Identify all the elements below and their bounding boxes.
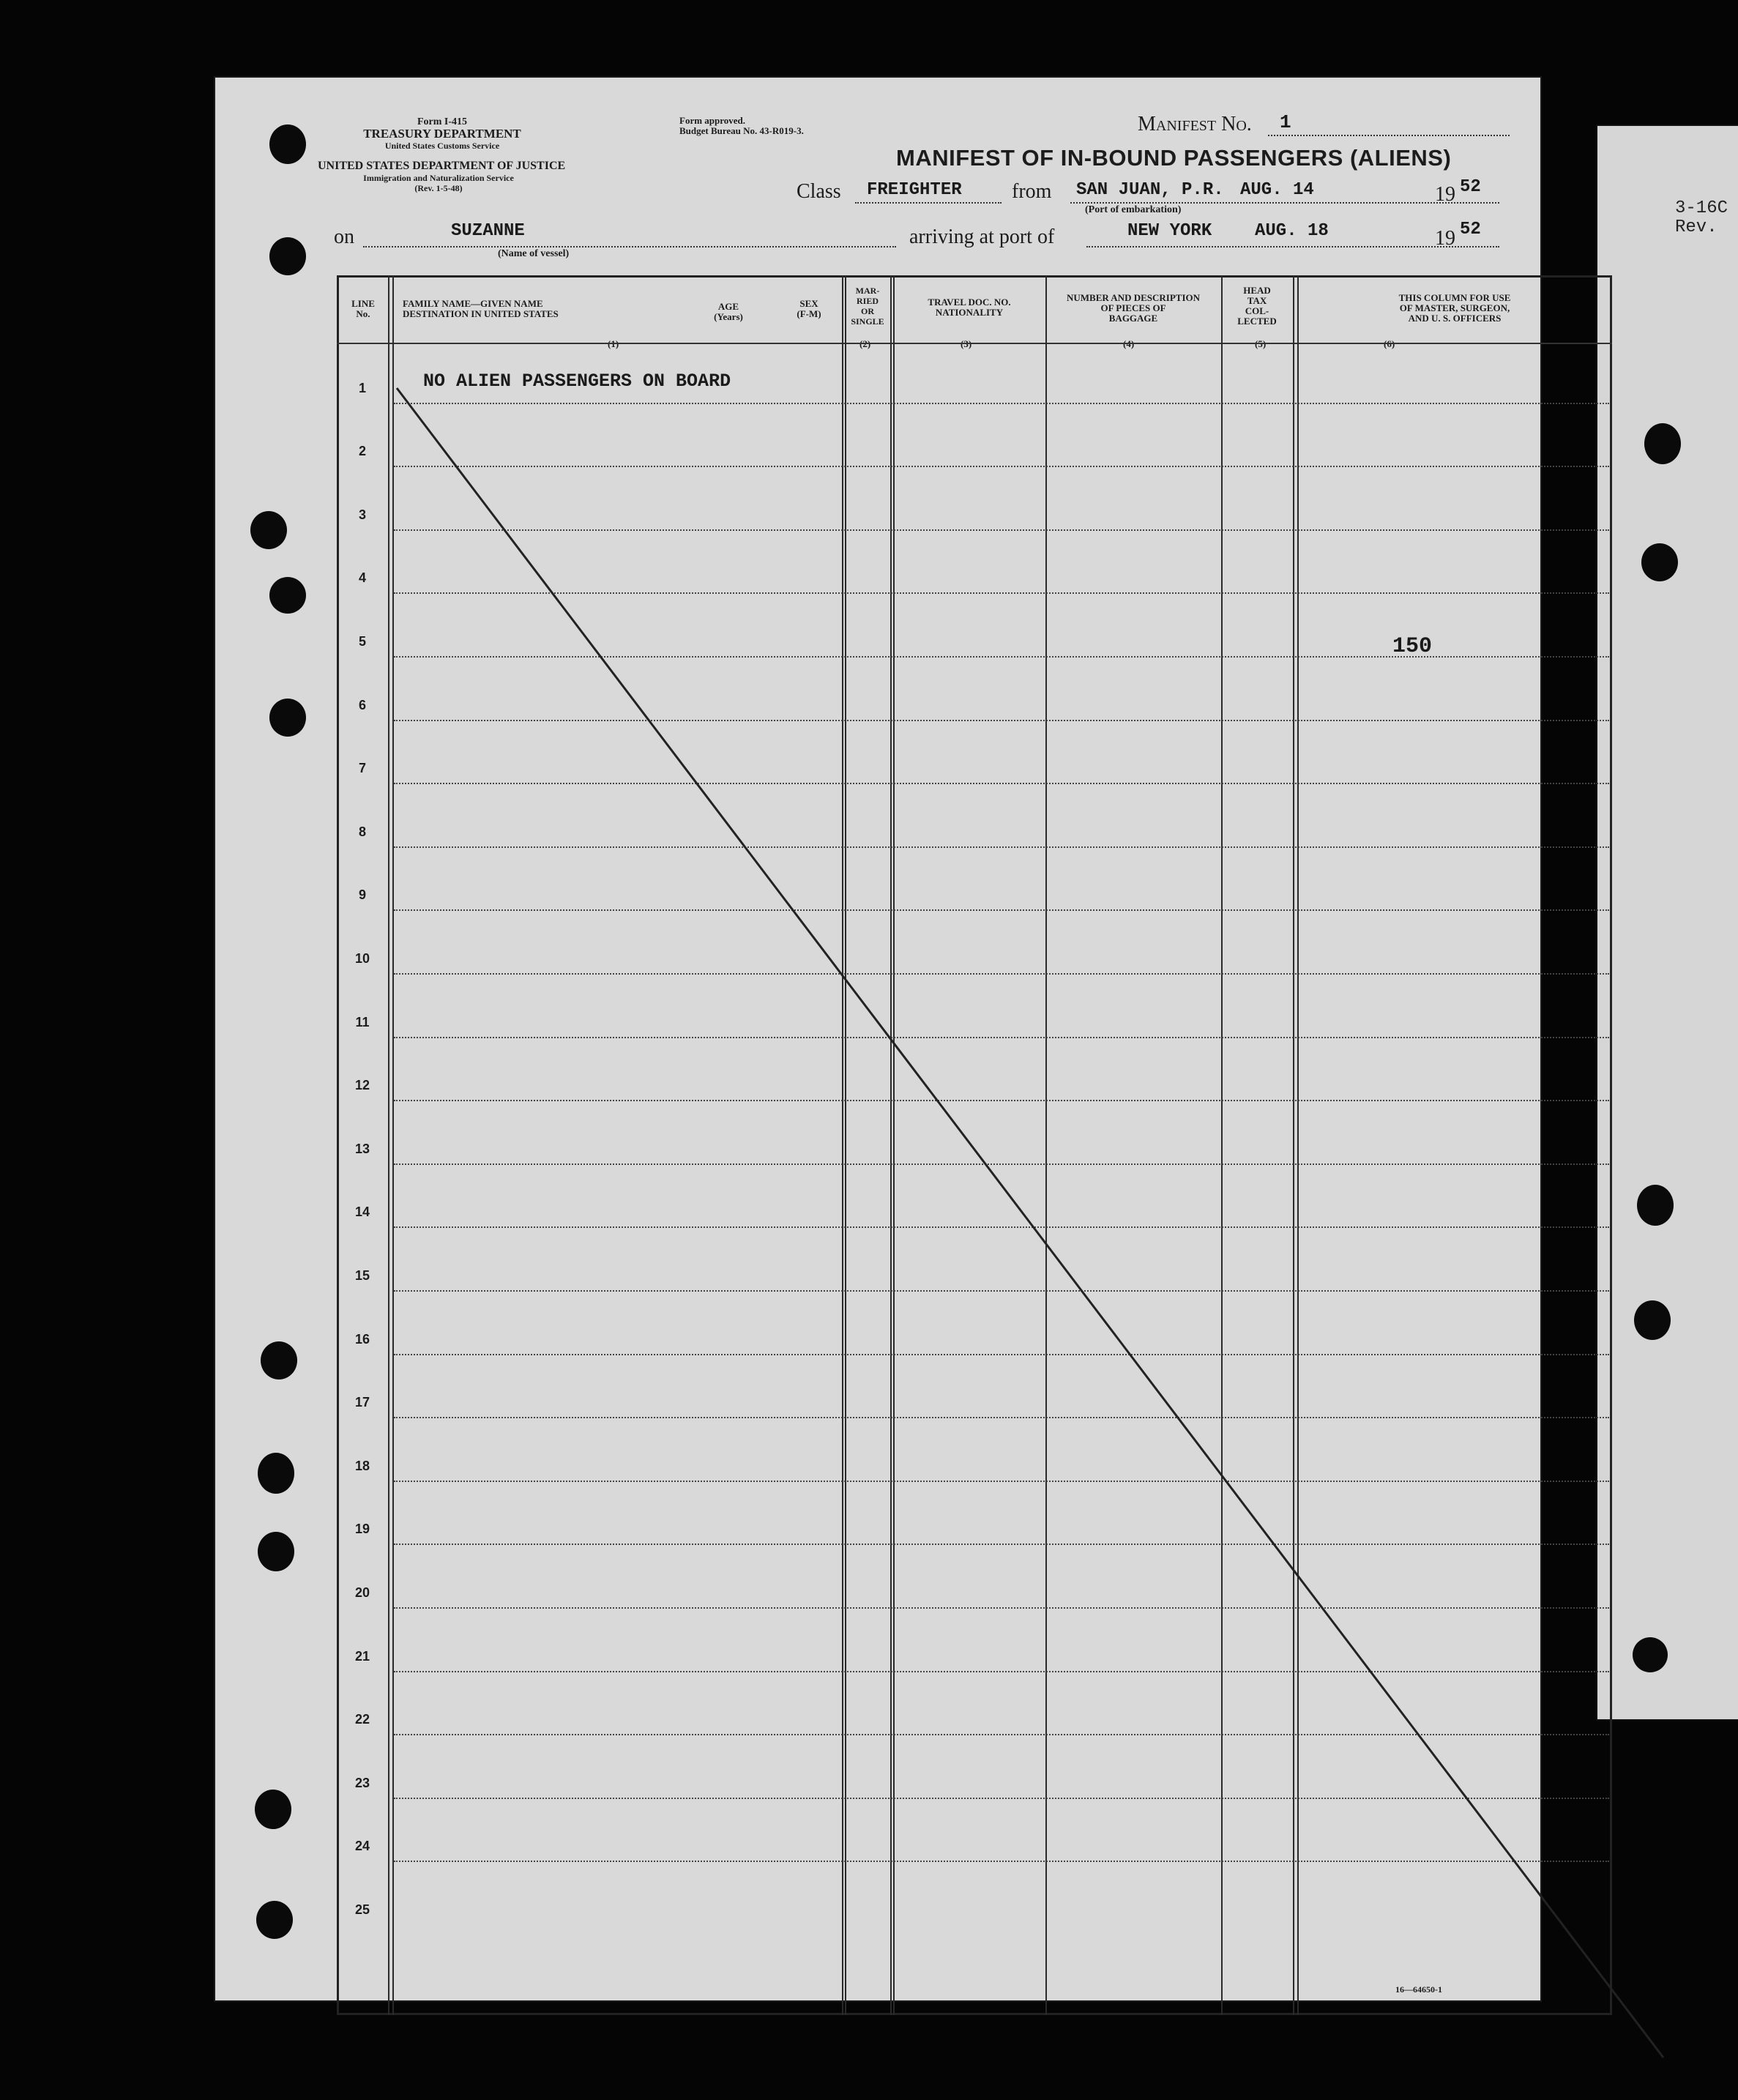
manifest-label: Manifest No. <box>1138 113 1252 135</box>
punch-hole <box>269 124 306 164</box>
header-travel-doc: TRAVEL DOC. NO. NATIONALITY <box>928 297 1011 318</box>
column-number: (4) <box>1123 338 1135 349</box>
row-number: 18 <box>354 1458 370 1473</box>
punch-hole <box>261 1341 297 1379</box>
approval-block <box>679 116 804 136</box>
form-code: 16—64650-1 <box>1395 1984 1442 1995</box>
adjacent-sheet-text: 3-16C Rev. <box>1675 198 1728 237</box>
punch-hole <box>255 1790 291 1829</box>
on-label: on <box>334 226 354 248</box>
row-number: 3 <box>358 507 366 522</box>
column-number: (6) <box>1384 338 1395 349</box>
arrival-date: AUG. 18 <box>1255 221 1329 241</box>
row-number: 23 <box>354 1775 370 1790</box>
row-number: 13 <box>354 1141 370 1156</box>
arriving-label: arriving at port of <box>909 226 1055 248</box>
header-sex: SEX (F-M) <box>797 298 821 319</box>
header-line-no: LINE No. <box>351 298 375 319</box>
passenger-table <box>337 275 1612 2015</box>
column-number: (5) <box>1255 338 1267 349</box>
punch-hole <box>1633 1637 1668 1672</box>
form-approved: Form approved. <box>679 115 746 126</box>
punch-hole <box>258 1532 294 1571</box>
class-line <box>855 202 1002 204</box>
punch-hole <box>258 1453 294 1494</box>
header-name: FAMILY NAME—GIVEN NAME DESTINATION IN UNITED STATES <box>403 298 559 319</box>
arrival-year-prefix: 19 <box>1435 227 1455 250</box>
punch-hole <box>250 511 287 549</box>
row-number: 5 <box>358 634 366 649</box>
row-number: 19 <box>354 1522 370 1537</box>
row-number: 4 <box>358 570 366 586</box>
row-number: 11 <box>355 1014 370 1029</box>
manifest-sheet <box>214 76 1542 2002</box>
row-number: 1 <box>358 380 366 395</box>
row-number: 25 <box>354 1902 370 1917</box>
punch-hole <box>269 237 306 275</box>
class-label: Class <box>797 180 841 203</box>
row-number: 12 <box>354 1078 370 1093</box>
departure-date: AUG. 14 <box>1240 180 1314 200</box>
arrival-port: NEW YORK <box>1127 221 1212 241</box>
form-revision: (Rev. 1-5-48) <box>414 183 463 193</box>
justice-block <box>318 160 566 193</box>
row-number: 14 <box>354 1204 370 1220</box>
form-number: Form I-415 <box>417 116 468 127</box>
arrival-year: 52 <box>1460 220 1481 239</box>
punch-hole <box>1637 1185 1674 1226</box>
column-number: (3) <box>961 338 972 349</box>
row-number: 10 <box>354 951 370 966</box>
row-number: 9 <box>358 887 366 903</box>
row-number: 8 <box>358 824 366 839</box>
punch-hole <box>256 1901 293 1939</box>
embarkation-note: (Port of embarkation) <box>1085 204 1182 215</box>
punch-hole <box>1644 423 1681 464</box>
departure-year: 52 <box>1460 177 1481 197</box>
row-number: 22 <box>354 1712 370 1727</box>
departure-year-prefix: 19 <box>1435 183 1455 206</box>
column-number: (2) <box>859 338 871 349</box>
punch-hole <box>1641 543 1678 581</box>
department-of-justice: UNITED STATES DEPARTMENT OF JUSTICE <box>318 160 566 172</box>
vessel-note: (Name of vessel) <box>498 248 570 259</box>
row-number: 16 <box>354 1331 370 1347</box>
punch-hole <box>269 699 306 737</box>
embarkation-port: SAN JUAN, P.R. <box>1076 180 1224 200</box>
vessel-line <box>363 246 896 247</box>
treasury-department: TREASURY DEPARTMENT <box>363 127 521 141</box>
header-head-tax: HEAD TAX COL- LECTED <box>1237 285 1277 327</box>
from-label: from <box>1012 180 1052 203</box>
header-age: AGE (Years) <box>714 301 743 322</box>
punch-hole <box>269 577 306 614</box>
manifest-number: 1 <box>1280 111 1291 133</box>
column-number: (1) <box>608 338 619 349</box>
header-married: MAR- RIED OR SINGLE <box>851 286 884 327</box>
row-number: 21 <box>354 1648 370 1664</box>
row-number: 6 <box>358 697 366 712</box>
ins-name: Immigration and Naturalization Service <box>363 173 514 183</box>
row-number: 15 <box>354 1268 370 1283</box>
row-number: 17 <box>354 1395 370 1410</box>
row-number: 24 <box>354 1839 370 1854</box>
row-number: 7 <box>358 761 366 776</box>
header-baggage: NUMBER AND DESCRIPTION OF PIECES OF BAGGAGE <box>1066 292 1201 324</box>
adjacent-sheet <box>1596 124 1738 1721</box>
tax-amount: 150 <box>1392 634 1433 659</box>
row-number: 20 <box>354 1585 370 1600</box>
vessel-name: SUZANNE <box>451 221 525 241</box>
form-id-block <box>332 117 552 151</box>
manifest-line <box>1268 135 1510 136</box>
customs-service: United States Customs Service <box>384 141 500 151</box>
page-title: MANIFEST OF IN-BOUND PASSENGERS (ALIENS) <box>896 145 1452 171</box>
cancellation-line <box>337 275 1612 2091</box>
class-value: FREIGHTER <box>867 180 962 200</box>
row-number: 2 <box>358 444 366 459</box>
header-officers: THIS COLUMN FOR USE OF MASTER, SURGEON, AND U. S. OFFICERS <box>1398 292 1511 324</box>
punch-hole <box>1634 1300 1671 1340</box>
budget-bureau: Budget Bureau No. 43-R019-3. <box>679 125 804 136</box>
no-passengers-entry: NO ALIEN PASSENGERS ON BOARD <box>423 371 731 392</box>
